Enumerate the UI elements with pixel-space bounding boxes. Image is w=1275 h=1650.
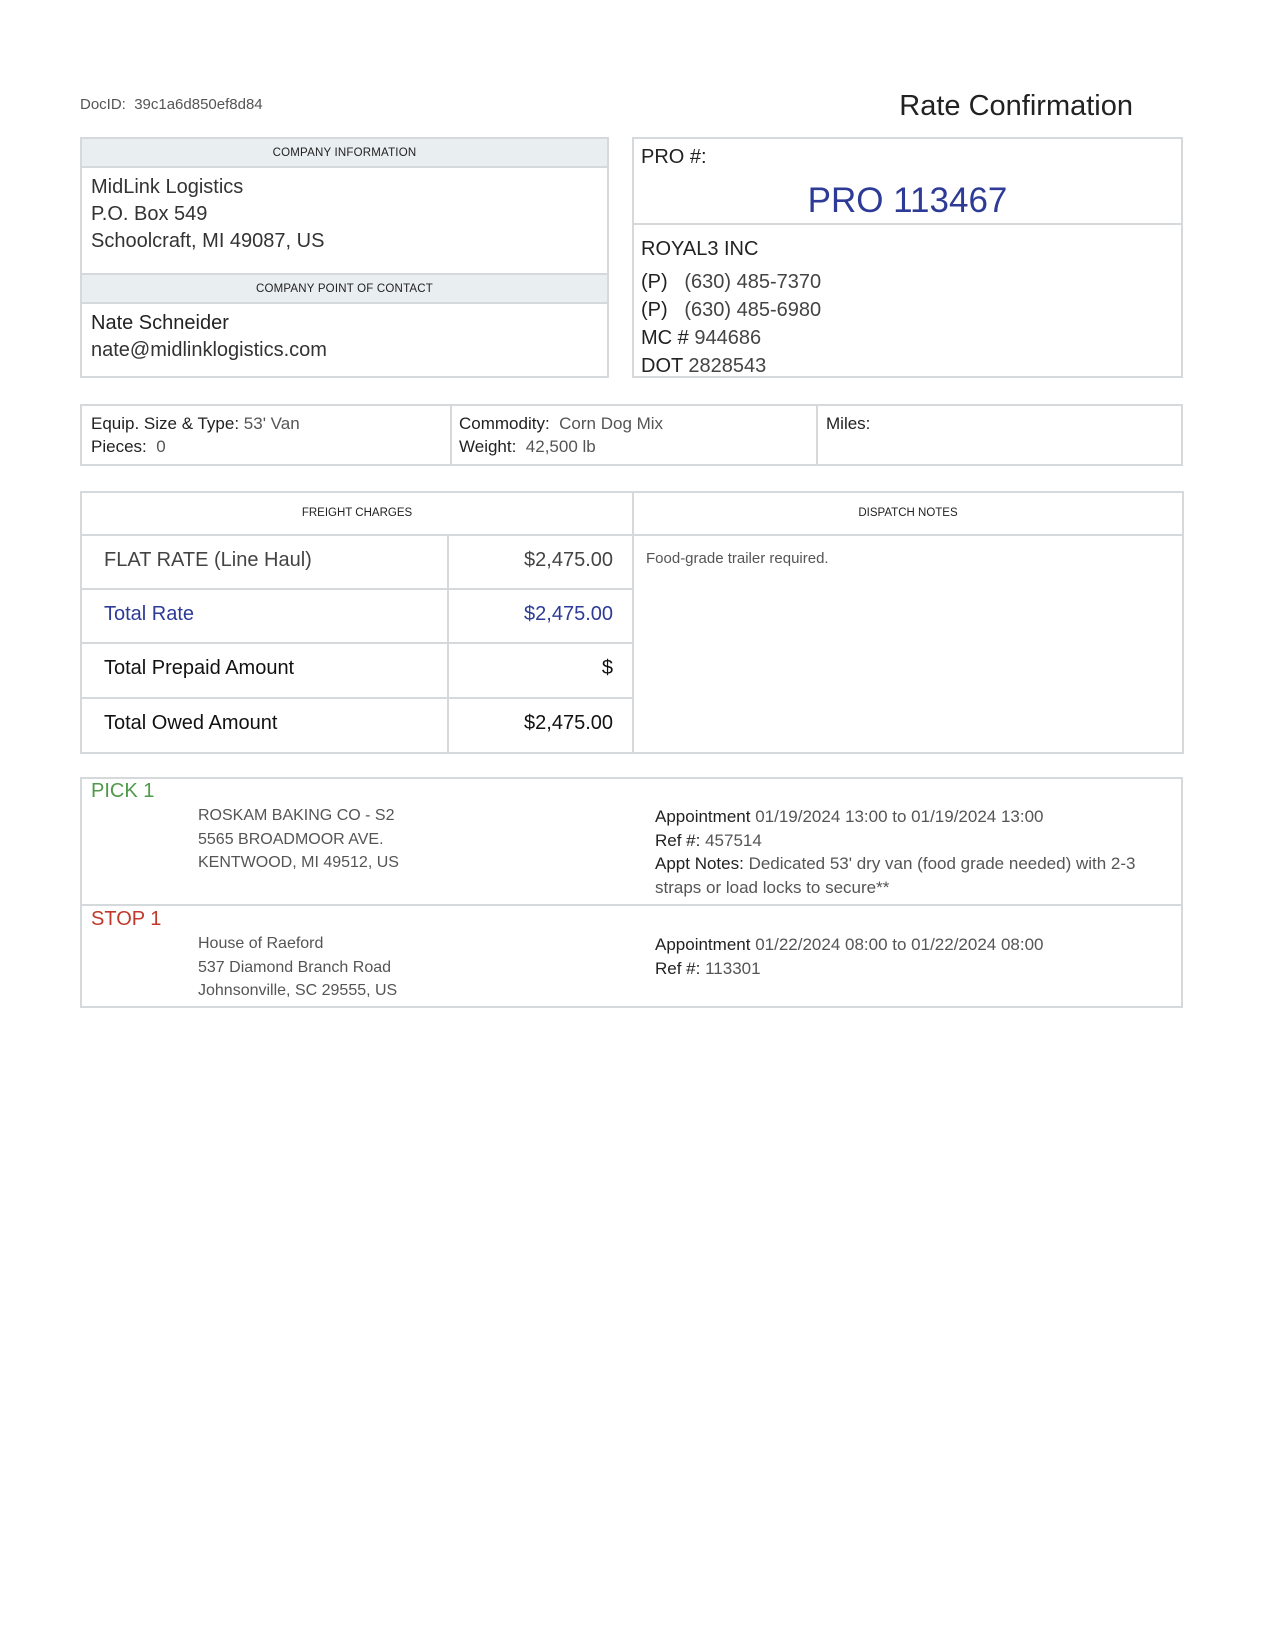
appt-notes-value: Dedicated 53' dry van (food grade needed) with 2-3 xyxy=(748,854,1136,873)
total-rate-amount: $2,475.00 xyxy=(524,603,613,625)
dispatch-notes-header: DISPATCH NOTES xyxy=(858,507,958,519)
appointment-label: Appointment xyxy=(655,807,751,826)
stop-appointment xyxy=(655,935,1044,955)
doc-id-value: 39c1a6d850ef8d84 xyxy=(134,96,263,113)
doc-id xyxy=(80,96,263,113)
charge-label: FLAT RATE (Line Haul) xyxy=(104,549,312,571)
stop-address-line3: Johnsonville, SC 29555, US xyxy=(198,982,398,999)
pick-address-line1: ROSKAM BAKING CO - S2 xyxy=(198,807,395,824)
pieces-label: Pieces: xyxy=(91,437,147,456)
charge-amount: $2,475.00 xyxy=(524,549,613,571)
appointment-label: Appointment xyxy=(655,935,751,954)
commodity-value: Corn Dog Mix xyxy=(559,414,664,433)
weight-label: Weight: xyxy=(459,437,517,456)
dispatch-notes-text: Food-grade trailer required. xyxy=(646,550,829,567)
appointment-value: 01/19/2024 13:00 to 01/19/2024 13:00 xyxy=(755,807,1044,826)
equipment-type xyxy=(91,414,300,434)
divider xyxy=(82,588,632,590)
commodity-label: Commodity: xyxy=(459,414,550,433)
equipment-type-label: Equip. Size & Type: xyxy=(91,414,240,433)
freight-charges-header: FREIGHT CHARGES xyxy=(301,507,413,519)
doc-id-label: DocID: xyxy=(80,96,126,113)
company-name: MidLink Logistics xyxy=(91,176,244,198)
ref-value: 457514 xyxy=(705,831,762,850)
mc-label: MC # xyxy=(641,327,689,349)
phone-label: (P) xyxy=(641,299,668,321)
pick-appointment xyxy=(655,807,1044,827)
phone-value: (630) 485-7370 xyxy=(684,271,822,293)
pick-address-line2: 5565 BROADMOOR AVE. xyxy=(198,831,384,848)
pick-title: PICK 1 xyxy=(91,780,155,802)
carrier-phone-1 xyxy=(641,271,821,294)
divider xyxy=(82,642,632,644)
total-owed-amount: $2,475.00 xyxy=(524,712,613,734)
carrier-dot xyxy=(641,355,766,378)
miles-label: Miles: xyxy=(826,414,871,433)
pieces xyxy=(91,437,166,457)
carrier-phone-2 xyxy=(641,299,821,322)
ref-value: 113301 xyxy=(705,959,761,978)
total-prepaid-label: Total Prepaid Amount xyxy=(104,657,295,679)
company-contact-header: COMPANY POINT OF CONTACT xyxy=(82,275,607,304)
appointment-value: 01/22/2024 08:00 to 01/22/2024 08:00 xyxy=(755,935,1044,954)
commodity xyxy=(459,414,663,434)
divider xyxy=(447,536,449,752)
stop-title: STOP 1 xyxy=(91,908,162,930)
pick-ref xyxy=(655,831,762,851)
total-prepaid-amount: $ xyxy=(601,657,613,679)
weight xyxy=(459,437,596,457)
phone-value: (630) 485-6980 xyxy=(684,299,822,321)
carrier-mc xyxy=(641,327,761,350)
pro-label: PRO #: xyxy=(641,146,707,168)
stop-ref xyxy=(655,959,761,979)
phone-label: (P) xyxy=(641,271,668,293)
pick-appt-notes-cont: straps or load locks to secure** xyxy=(655,878,890,897)
company-info-header: COMPANY INFORMATION xyxy=(82,139,607,168)
document-title: Rate Confirmation xyxy=(899,90,1133,122)
contact-name: Nate Schneider xyxy=(91,312,229,334)
weight-value: 42,500 lb xyxy=(525,437,596,456)
dot-label: DOT xyxy=(641,355,683,377)
ref-label: Ref #: xyxy=(655,831,701,850)
dot-value: 2828543 xyxy=(688,355,767,377)
total-rate-label: Total Rate xyxy=(104,603,195,625)
divider xyxy=(82,904,1181,906)
company-address-line2: Schoolcraft, MI 49087, US xyxy=(91,230,325,252)
contact-email: nate@midlinklogistics.com xyxy=(91,339,327,361)
divider xyxy=(632,493,634,752)
appt-notes-label: Appt Notes: xyxy=(655,854,744,873)
pieces-value: 0 xyxy=(156,437,166,456)
divider xyxy=(82,697,632,699)
company-address-line1: P.O. Box 549 xyxy=(91,203,208,225)
divider xyxy=(82,534,1182,536)
stop-address-line1: House of Raeford xyxy=(198,935,324,952)
divider xyxy=(450,406,452,464)
ref-label: Ref #: xyxy=(655,959,701,978)
stop-address-line2: 537 Diamond Branch Road xyxy=(198,959,392,976)
divider xyxy=(816,406,818,464)
pick-appt-notes xyxy=(655,854,1136,874)
equipment-type-value: 53' Van xyxy=(243,414,300,433)
carrier-name: ROYAL3 INC xyxy=(641,238,759,260)
pro-number: PRO 113467 xyxy=(807,181,1008,220)
mc-value: 944686 xyxy=(694,327,762,349)
total-owed-label: Total Owed Amount xyxy=(104,712,278,734)
pick-address-line3: KENTWOOD, MI 49512, US xyxy=(198,854,399,871)
